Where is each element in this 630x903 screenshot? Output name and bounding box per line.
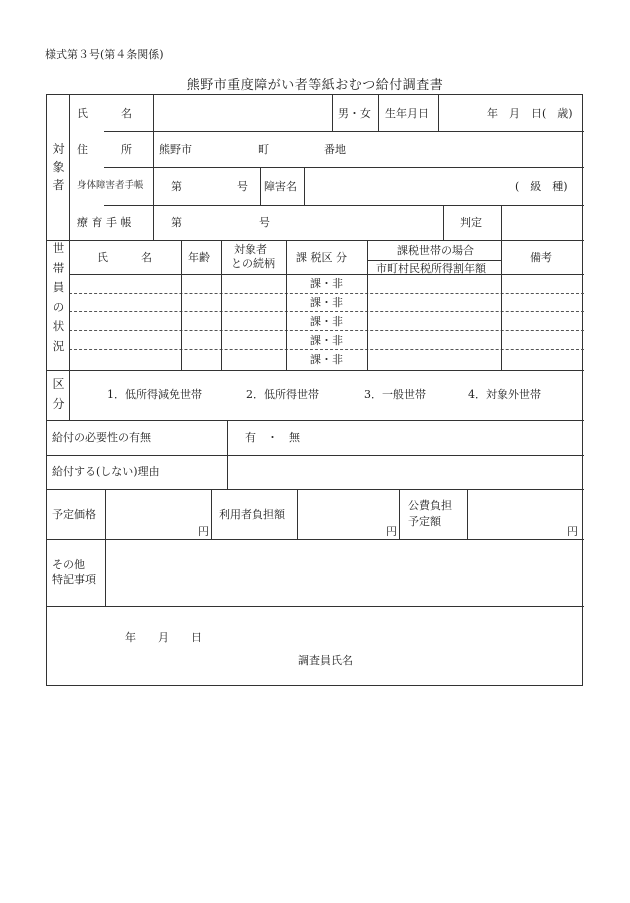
- planned-price-label: 予定価格: [52, 508, 96, 521]
- reason-label: 給付する(しない)理由: [52, 465, 160, 478]
- name-label: 氏 名: [77, 107, 132, 120]
- form-number: 様式第３号(第４条関係): [45, 48, 164, 61]
- birth-date-label: 生年月日: [385, 107, 429, 120]
- judgement-label: 判定: [460, 216, 482, 229]
- household-col-remarks: 備考: [530, 251, 552, 264]
- tax-mark-row-5[interactable]: 課・非: [310, 353, 343, 366]
- necessity-label: 給付の必要性の有無: [52, 431, 151, 444]
- survey-form: [46, 94, 583, 686]
- public-burden-label-1: 公費負担: [408, 499, 452, 512]
- tax-mark-row-4[interactable]: 課・非: [310, 334, 343, 347]
- category-option-4[interactable]: 4．対象外世帯: [468, 388, 541, 401]
- public-burden-yen: 円: [567, 525, 578, 538]
- household-col-taxed-case: 課税世帯の場合: [397, 244, 474, 257]
- necessity-selector[interactable]: 有 ・ 無: [245, 431, 300, 444]
- disability-name-label: 障害名: [264, 180, 297, 193]
- category-option-3[interactable]: 3．一般世帯: [364, 388, 426, 401]
- name-field[interactable]: [155, 97, 330, 129]
- disability-cert-label: 身体障害者手帳: [77, 180, 144, 191]
- category-option-2[interactable]: 2．低所得世帯: [246, 388, 319, 401]
- household-col-relation-2: との続柄: [231, 257, 275, 270]
- tax-mark-row-3[interactable]: 課・非: [310, 315, 343, 328]
- disability-cert-number[interactable]: 第 号: [171, 180, 248, 193]
- subject-side-label: 対 象 者: [52, 142, 65, 192]
- reason-field[interactable]: [231, 457, 581, 487]
- other-remarks-label-1: その他: [52, 558, 85, 571]
- form-title: 熊野市重度障がい者等紙おむつ給付調査書: [186, 78, 444, 93]
- planned-price-yen: 円: [198, 525, 209, 538]
- household-col-tax: 課 税区 分: [296, 251, 347, 264]
- household-col-relation-1: 対象者: [234, 243, 267, 256]
- household-side-label: 世 帯 員 の 状 況: [52, 241, 65, 353]
- category-option-1[interactable]: 1．低所得減免世帯: [107, 388, 202, 401]
- public-burden-label-2: 予定額: [408, 515, 441, 528]
- tax-mark-row-1[interactable]: 課・非: [310, 277, 343, 290]
- signature-date[interactable]: 年 月 日: [125, 631, 202, 644]
- other-remarks-label-2: 特記事項: [52, 573, 96, 586]
- address-field[interactable]: 熊野市 町 番地: [159, 143, 346, 156]
- ryoiku-label: 療 育 手 帳: [77, 216, 132, 229]
- address-label: 住 所: [77, 143, 132, 156]
- user-burden-label: 利用者負担額: [219, 508, 285, 521]
- investigator-name-label: 調査員氏名: [298, 654, 353, 667]
- household-col-name: 氏 名: [97, 251, 152, 264]
- user-burden-yen: 円: [386, 525, 397, 538]
- sex-selector[interactable]: 男・女: [338, 107, 371, 120]
- disability-grade[interactable]: ( 級 種): [515, 180, 568, 193]
- birth-date-field[interactable]: 年 月 日( 歳): [487, 107, 573, 120]
- household-col-age: 年齢: [188, 251, 210, 264]
- household-col-income: 市町村民税所得割年額: [376, 262, 486, 275]
- ryoiku-number[interactable]: 第 号: [171, 216, 270, 229]
- category-side-label: 区 分: [52, 377, 65, 411]
- tax-mark-row-2[interactable]: 課・非: [310, 296, 343, 309]
